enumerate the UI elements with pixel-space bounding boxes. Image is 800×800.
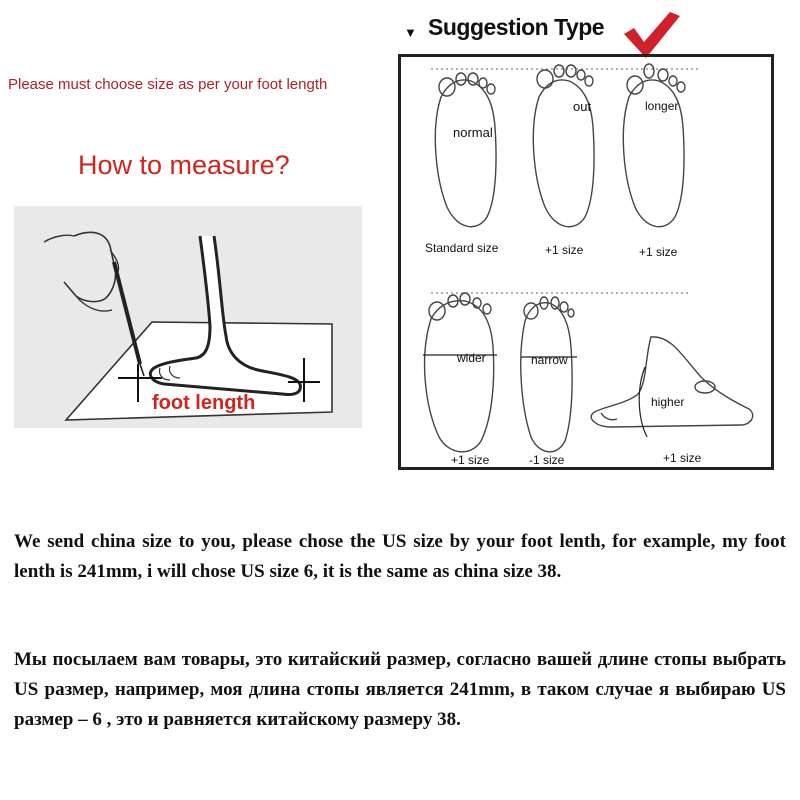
how-to-measure-title: How to measure?: [78, 150, 290, 180]
label-narrow: narrow: [531, 353, 568, 367]
foot-narrow-outline: [521, 297, 577, 452]
foot-types-drawing: [401, 57, 777, 473]
foot-out-outline: [533, 65, 594, 227]
foot-higher-outline: [591, 337, 752, 437]
russian-instructions: Мы посылаем вам товары, это китайский размер, согласно вашей длине стопы выбрать US размер, например, моя длина стопы является 241mm, в таком случае я выбираю US размер – 6 , это и равняется китайскому размеру 38.: [14, 649, 786, 730]
foot-longer-outline: [623, 64, 685, 227]
triangle-down-icon: ▼: [404, 25, 417, 40]
label-normal: normal: [453, 125, 493, 140]
choose-size-note: Please must choose size as per your foot length: [8, 76, 328, 93]
label-plus1-wider: +1 size: [451, 453, 490, 467]
suggestion-type-title: Suggestion Type: [428, 14, 605, 40]
label-out: out: [573, 99, 592, 114]
english-instructions: We send china size to you, please chose the US size by your foot lenth, for example, my foot lenth is 241mm, i will chose US size 6, it is the same as china size 38.: [14, 531, 786, 582]
label-plus1-longer: +1 size: [639, 245, 678, 259]
foot-length-label: foot length: [152, 392, 256, 414]
label-plus1-out: +1 size: [545, 243, 584, 257]
label-standard-size: Standard size: [425, 241, 499, 255]
label-plus1-higher: +1 size: [663, 451, 702, 465]
foot-wider-outline: [423, 293, 497, 452]
label-wider: wider: [457, 351, 486, 365]
label-higher: higher: [651, 395, 685, 409]
suggestion-chart: [398, 54, 774, 470]
label-longer: longer: [645, 99, 679, 113]
label-minus1-narrow: -1 size: [529, 453, 565, 467]
foot-normal-outline: [435, 73, 496, 227]
